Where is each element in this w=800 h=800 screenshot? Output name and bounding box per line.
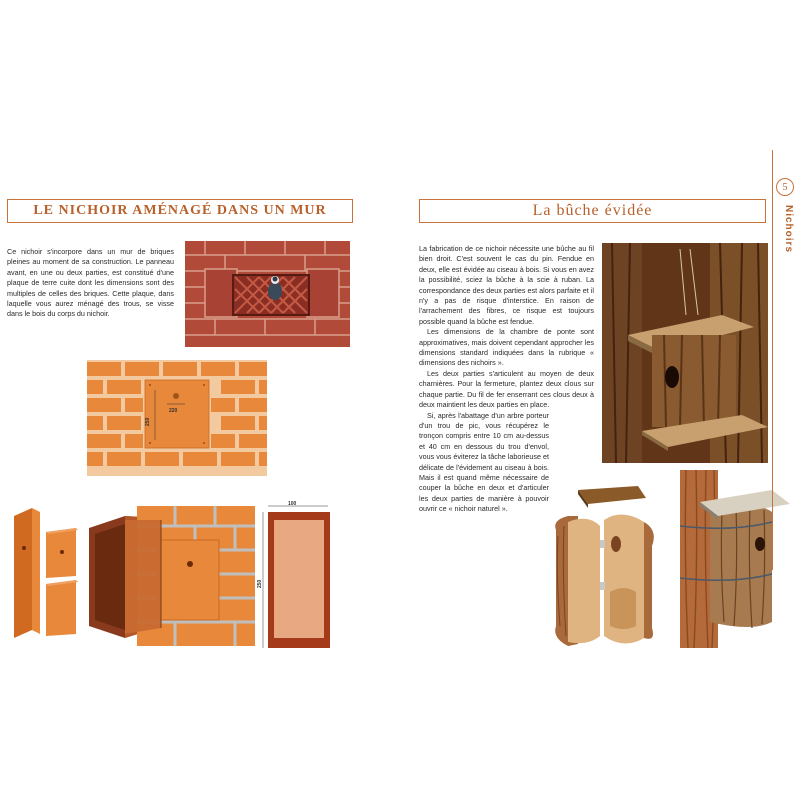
section-label [774,205,794,285]
brick-wall-diagram [87,360,267,476]
page-number-text: 5 [782,181,788,193]
left-paragraph: Ce nichoir s'incorpore dans un mur de briques pleines au moment de sa construction. Le panneau avant, en une ou deux parties, est constitué d'une plaque de terre cuite dont les dimensions sont des multiples de celles des briques. Cette plaque, dans laquelle vous aurez ménagé des trous, se visse dans le bois du corps du nichoir. [7,247,174,319]
split-log-diagram [548,486,666,648]
box-width-label: 100 [288,501,297,507]
log-nest-photo [602,243,768,463]
box-height-label: 250 [257,579,263,588]
right-paragraph-1: La fabrication de ce nichoir nécessite une bûche au fil bien droit. C'est souvent le cas du pin. Fendue en deux, elle est évidée au ciseau à bois. Si vous en avez la possibilité, sciez la bûche à la scie à ruban. La correspondance des deux parties est alors parfaite et il n'y a pas de risque d'interstice. En raison de l'arrachement des fibres, ce risque est toujours possible quand la bûche est fendue. [419,244,594,326]
right-body-text [419,244,594,515]
left-body-text [7,247,174,320]
brick-wall-photo [185,241,350,347]
right-title-text: La bûche évidée [532,202,653,219]
box-assembly-diagram [85,506,255,646]
right-paragraph-4: Si, après l'abattage d'un arbre porteur d'un trou de pic, vous récupérez le tronçon compris entre 10 cm au-dessus et 40 cm en dessous du trou d'envol, vous vous éviterez la tâche laborieuse et délicate de l'évidement au ciseau à bois. Mais il est quand même nécessaire de couper la bûche en deux et d'articuler les deux parties de manière à pouvoir ouvrir ce « nichoir naturel ». [419,410,549,514]
box-section-diagram [258,502,336,650]
hole-diameter-label: 220 [169,408,178,414]
right-page-title [419,199,766,223]
box-parts-diagram [10,498,82,640]
section-label-text: Nichoirs [783,205,794,254]
page-number [776,178,794,196]
right-paragraph-3: Les deux parties s'articulent au moyen de deux charnières. Pour la fermeture, plantez deux clous sur chaque partie. Du fil de fer enserrant ces clous deux à deux maintient les deux parties en place. [419,368,594,410]
left-page-title [7,199,353,223]
right-paragraph-2: Les dimensions de la chambre de ponte sont approximatives, mais doivent cependant approcher les dimensions standard indiquées dans la rubrique « dimensions des nichoirs ». [419,327,594,368]
panel-height-label: 250 [145,417,151,426]
left-title-text: LE NICHOIR AMÉNAGÉ DANS UN MUR [33,203,327,218]
